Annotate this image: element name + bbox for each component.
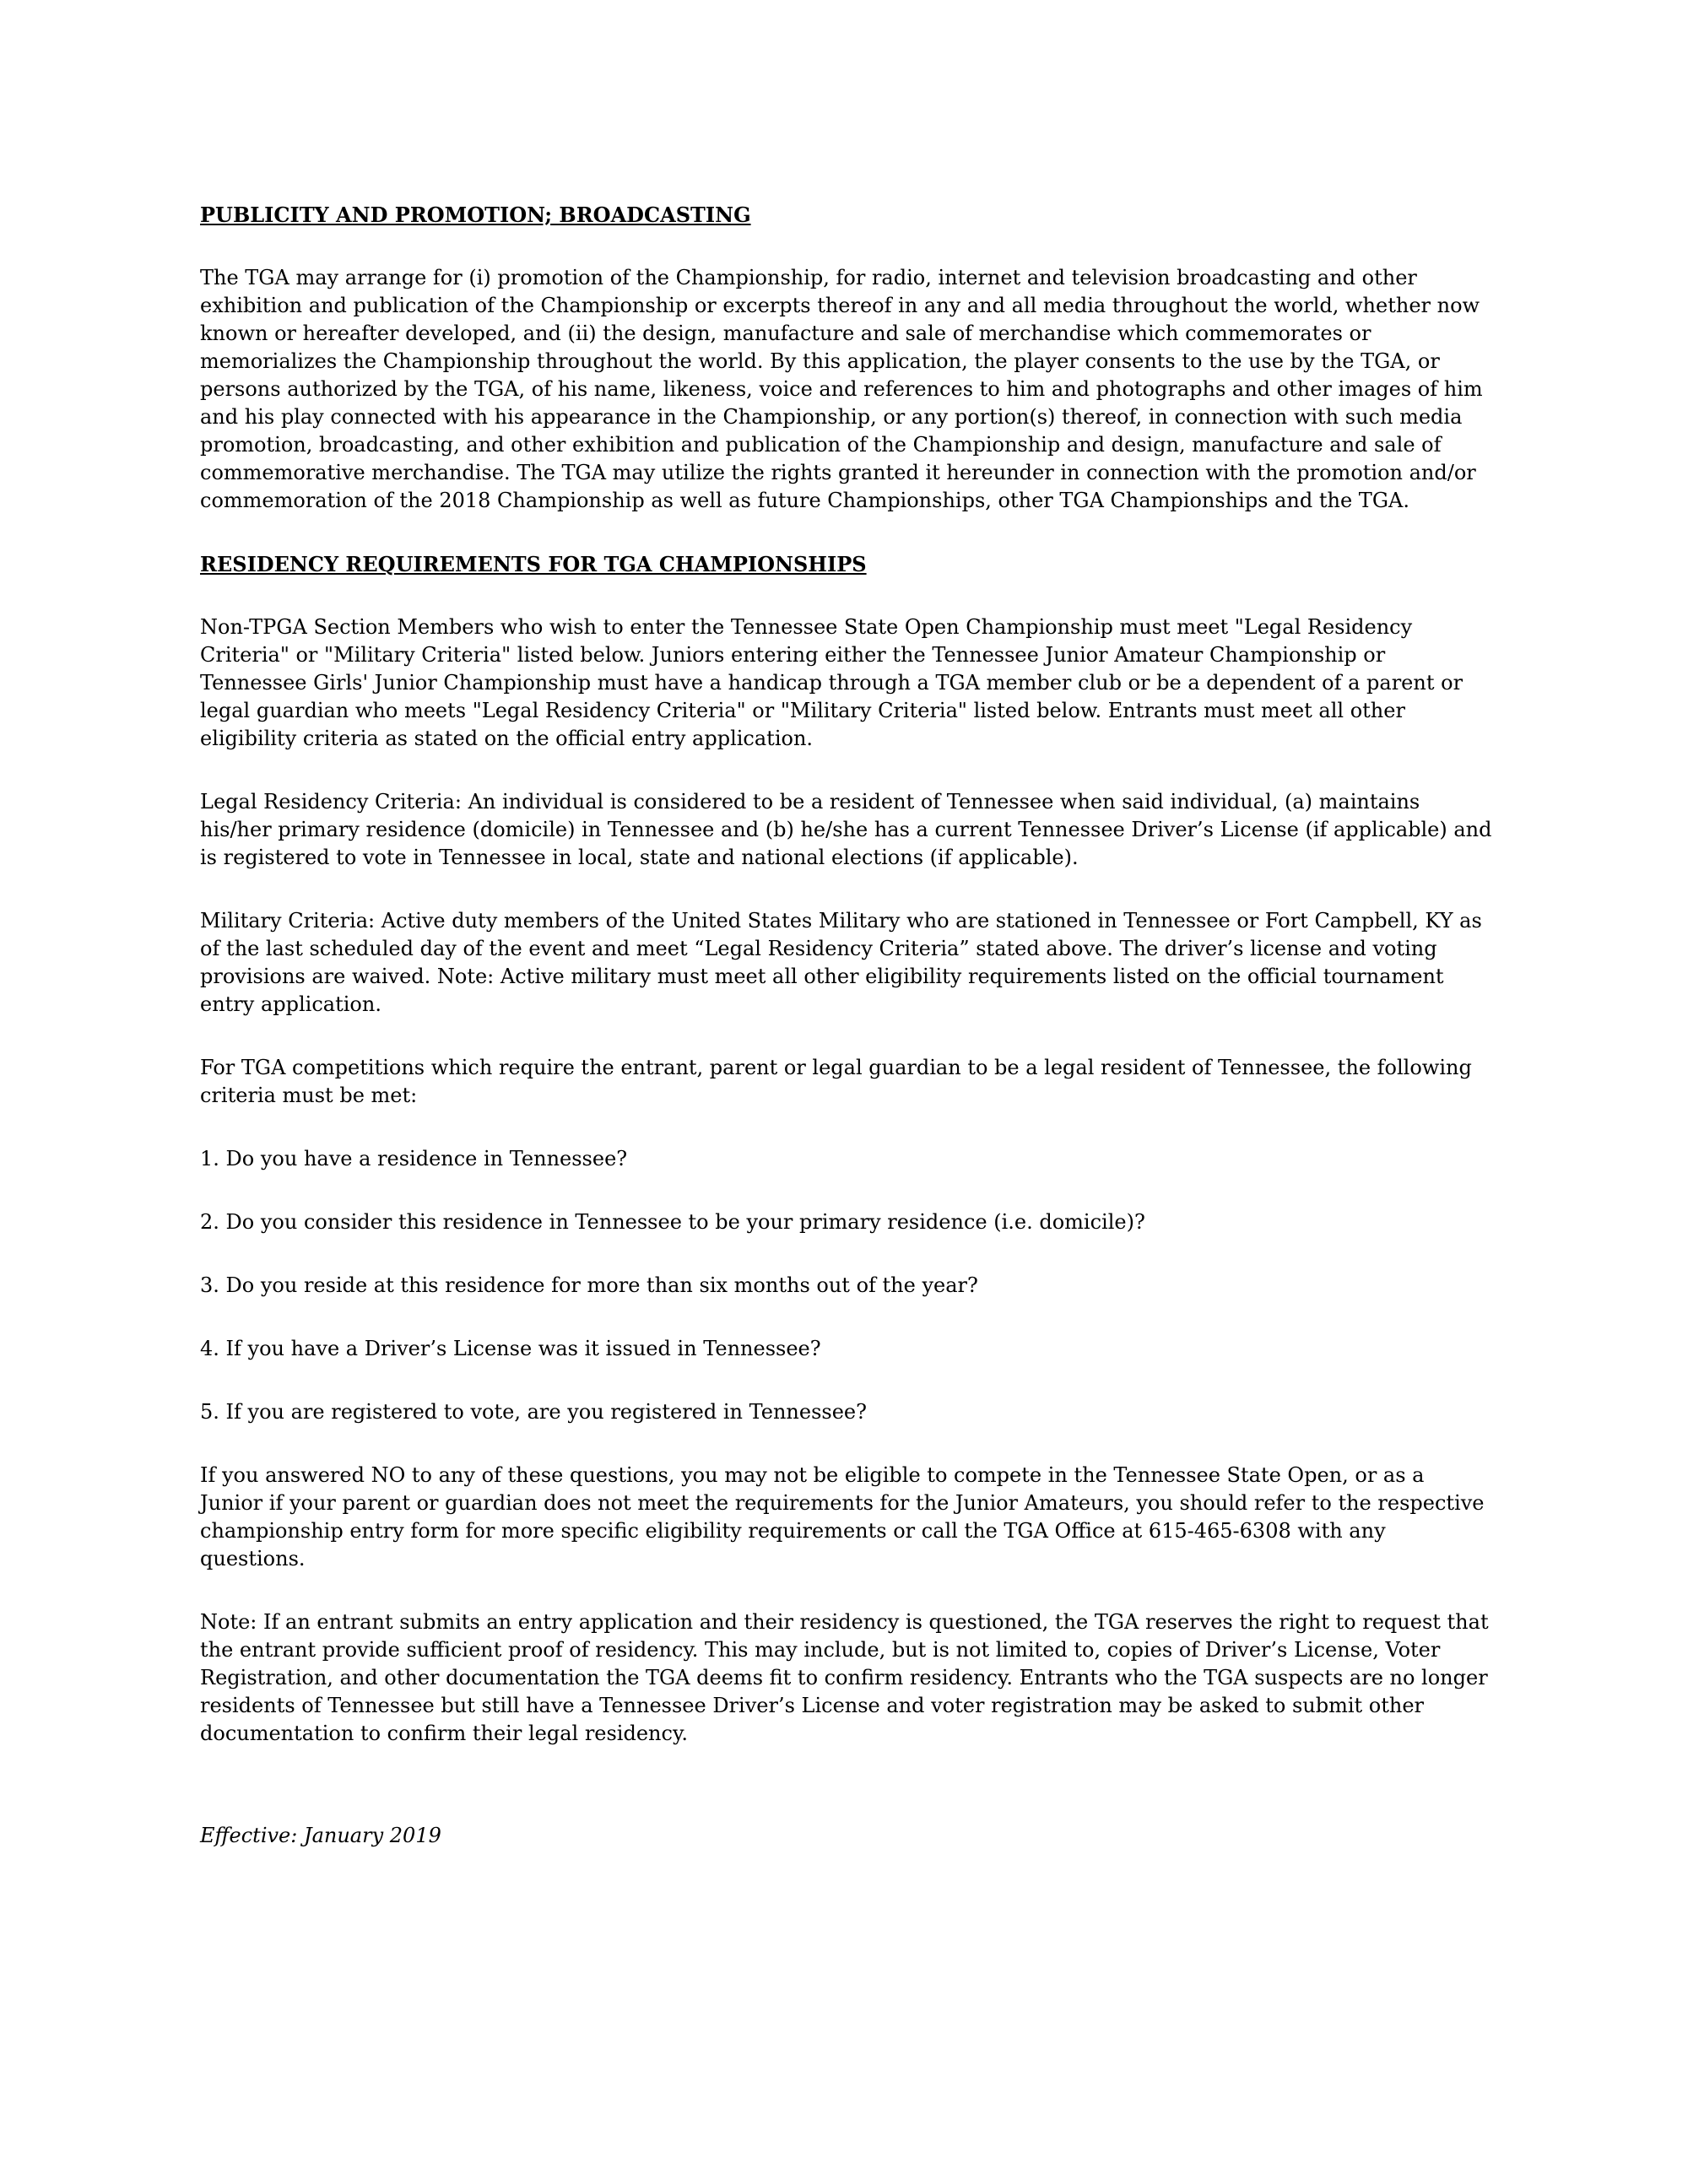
- heading-publicity-and-promotion: PUBLICITY AND PROMOTION; BROADCASTING: [200, 203, 751, 227]
- paragraph-answered-no: If you answered NO to any of these questions, you may not be eligible to compete in the Tennessee State Open, or as a Junior if your parent or guardian does not meet the requirements for the Junior Amateurs, you should refer to the respective championship entry form for more specific eligibility requirements or call the TGA Office at 615-465-6308 with any questions.: [200, 1463, 1485, 1570]
- paragraph-residency-intro: Non-TPGA Section Members who wish to enter the Tennessee State Open Championship must meet "Legal Residency Criteria" or "Military Criteria" listed below. Juniors entering either the Tennessee Junior Amateur Championship or Tennessee Girls' Junior Championship must have a handicap through a TGA member club or be a dependent of a parent or legal guardian who meets "Legal Residency Criteria" or "Military Criteria" listed below. Entrants must meet all other eligibility criteria as stated on the official entry application.: [200, 615, 1463, 750]
- paragraph-legal-residency-criteria: Legal Residency Criteria: An individual is considered to be a resident of Tennessee when said individual, (a) maintains his/her primary residence (domicile) in Tennessee and (b) he/she has a current Tennessee Driver’s License (if applicable) and is registered to vote in Tennessee in local, state and national elections (if applicable).: [200, 790, 1492, 869]
- question-1-residence: 1. Do you have a residence in Tennessee?: [200, 1147, 628, 1170]
- question-5-voter-registration: 5. If you are registered to vote, are you registered in Tennessee?: [200, 1400, 867, 1424]
- heading-residency-requirements: RESIDENCY REQUIREMENTS FOR TGA CHAMPIONSHIPS: [200, 552, 867, 576]
- paragraph-criteria-preamble: For TGA competitions which require the entrant, parent or legal guardian to be a legal resident of Tennessee, the following criteria must be met:: [200, 1056, 1472, 1107]
- effective-date-note: Effective: January 2019: [200, 1824, 441, 1847]
- document-content: [200, 201, 1493, 1850]
- question-4-drivers-license: 4. If you have a Driver’s License was it issued in Tennessee?: [200, 1337, 821, 1360]
- question-2-primary-residence: 2. Do you consider this residence in Tennessee to be your primary residence (i.e. domicile)?: [200, 1210, 1145, 1234]
- paragraph-publicity-body: The TGA may arrange for (i) promotion of the Championship, for radio, internet and television broadcasting and other exhibition and publication of the Championship or excerpts thereof in any and all media throughout the world, whether now known or hereafter developed, and (ii) the design, manufacture and sale of merchandise which commemorates or memorializes the Championship throughout the world. By this application, the player consents to the use by the TGA, or persons authorized by the TGA, of his name, likeness, voice and references to him and photographs and other images of him and his play connected with his appearance in the Championship, or any portion(s) thereof, in connection with such media promotion, broadcasting, and other exhibition and publication of the Championship and design, manufacture and sale of commemorative merchandise. The TGA may utilize the rights granted it hereunder in connection with the promotion and/or commemoration of the 2018 Championship as well as future Championships, other TGA Championships and the TGA.: [200, 266, 1483, 512]
- question-3-six-months: 3. Do you reside at this residence for more than six months out of the year?: [200, 1273, 978, 1297]
- paragraph-residency-note: Note: If an entrant submits an entry application and their residency is questioned, the TGA reserves the right to request that the entrant provide sufficient proof of residency. This may include, but is not limited to, copies of Driver’s License, Voter Registration, and other documentation the TGA deems fit to confirm residency. Entrants who the TGA suspects are no longer residents of Tennessee but still have a Tennessee Driver’s License and voter registration may be asked to submit other documentation to confirm their legal residency.: [200, 1610, 1489, 1745]
- paragraph-military-criteria: Military Criteria: Active duty members of the United States Military who are stationed in Tennessee or Fort Campbell, KY as of the last scheduled day of the event and meet “Legal Residency Criteria” stated above. The driver’s license and voting provisions are waived. Note: Active military must meet all other eligibility requirements listed on the official tournament entry application.: [200, 909, 1482, 1016]
